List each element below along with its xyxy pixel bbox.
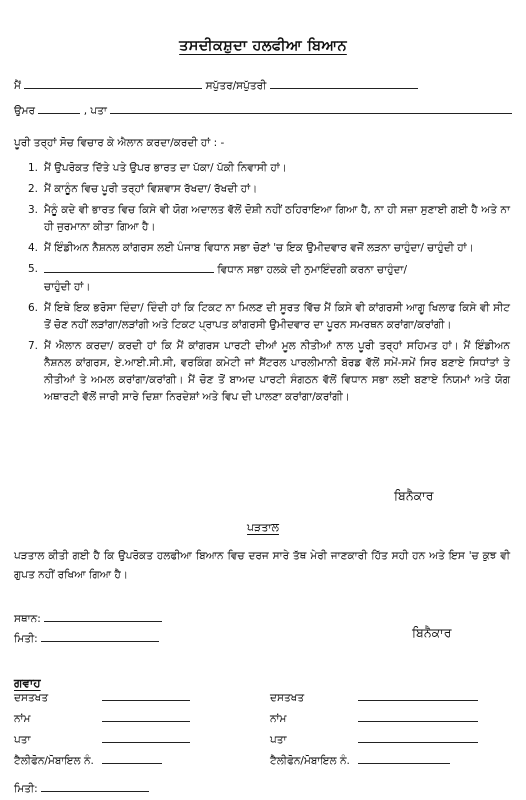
intro-text: ਪੂਰੀ ਤਰ੍ਹਾਂ ਸੋਚ ਵਿਚਾਰ ਕੇ ਐਲਾਨ ਕਰਦਾ/ਕਰਦੀ ਹਾਂ : - xyxy=(14,137,225,149)
list-item: 7. ਮੈਂ ਐਲਾਨ ਕਰਦਾ/ ਕਰਦੀ ਹਾਂ ਕਿ ਮੈਂ ਕਾਂਗਰਸ ਪਾਰਟੀ ਦੀਆਂ ਮੂਲ ਨੀਤੀਆਂ ਨਾਲ ਪੂਰੀ ਤਰ੍ਹਾਂ ਸਹਿਮਤ ਹਾਂ। ਮੈਂ ਇੰਡੀਅਨ ਨੈਸ਼ਨਲ ਕਾਂਗਰਸ, ਏ.ਆਈ.ਸੀ.ਸੀ, ਵਰਕਿੰਗ ਕਮੇਟੀ ਜਾਂ ਸੈਂਟਰਲ ਪਾਰਲੀਮਾਨੀ ਬੋਰਡ ਵੱਲੋਂ ਸਮੇਂ-ਸਮੇਂ ਸਿਰ ਬਣਾਏ ਸਿਧਾਂਤਾਂ ਤੇ ਨੀਤੀਆਂ ਤੇ ਅਮਲ ਕਰਾਂਗਾ/ਕਰਾਂਗੀ। ਮੈਂ ਚੋਣ ਤੋਂ ਬਾਅਦ ਪਾਰਟੀ ਸੰਗਠਨ ਵੱਲੋਂ ਵਿਧਾਨ ਸਭਾ ਲਈ ਬਣਾਏ ਨਿਯਮਾਂ ਅਤੇ ਯੋਗ ਅਥਾਰਟੀ ਵੱਲੋਂ ਜਾਰੀ ਸਾਰੇ ਦਿਸ਼ਾ ਨਿਰਦੇਸ਼ਾਂ ਅਤੇ ਵਿਪ ਦੀ ਪਾਲਣਾ ਕਰਾਂਗਾ/ਕਰਾਂਗੀ। xyxy=(27,340,510,403)
place-field[interactable] xyxy=(44,610,162,622)
witness-title: ਗਵਾਹ xyxy=(14,676,41,690)
witness1-signature-field[interactable] xyxy=(102,689,190,701)
line1-prefix: ਮੈਂ xyxy=(14,80,21,92)
witness1-address-field[interactable] xyxy=(102,731,190,743)
date-row xyxy=(14,630,159,646)
age-address-line xyxy=(14,102,512,118)
witness2-name-field[interactable] xyxy=(358,710,478,722)
list-item: 3. ਮੈਨੂੰ ਕਦੇ ਵੀ ਭਾਰਤ ਵਿਚ ਕਿਸੇ ਵੀ ਯੋਗ ਅਦਾਲਤ ਵੱਲੋਂ ਦੋਸ਼ੀ ਨਹੀਂ ਠਹਿਰਾਇਆ ਗਿਆ ਹੈ, ਨਾ ਹੀ ਸਜ਼ਾ ਸੁਣਾਈ ਗਈ ਹੈ ਅਤੇ ਨਾ ਹੀ ਜੁਰਮਾਨਾ ਕੀਤਾ ਗਿਆ ਹੈ। xyxy=(27,204,510,233)
line1-suffix: ਸਪੁੱਤਰ/ਸਪੁੱਤਰੀ xyxy=(205,80,267,92)
witness-2 xyxy=(270,689,478,768)
name-line xyxy=(14,77,418,93)
address-label: , ਪਤਾ xyxy=(83,105,107,117)
age-label: ਉਮਰ xyxy=(14,105,36,117)
declaration-list xyxy=(14,160,510,410)
address-field[interactable] xyxy=(110,102,512,114)
witness2-address-field[interactable] xyxy=(358,731,478,743)
witness2-phone-label: ਟੈਲੀਫੋਨ/ਮੋਬਾਇਲ ਨੰ. xyxy=(270,755,350,767)
verification-title: ਪੜਤਾਲ xyxy=(247,521,279,534)
witness2-signature-field[interactable] xyxy=(358,689,478,701)
verification-text: ਪੜਤਾਲ ਕੀਤੀ ਗਈ ਹੈ ਕਿ ਉਪਰੋਕਤ ਹਲਫੀਆ ਬਿਆਨ ਵਿਚ ਦਰਜ ਸਾਰੇ ਤੱਥ ਮੇਰੀ ਜਾਣਕਾਰੀ ਹਿੱਤ ਸਹੀ ਹਨ ਅਤੇ ਇਸ 'ਚ ਕੁਝ ਵੀ ਗੁਪਤ ਨਹੀਂ ਰਖਿਆ ਗਿਆ ਹੈ। xyxy=(14,550,510,581)
place-label: ਸਥਾਨ: xyxy=(14,613,41,625)
list-item: 5. ਵਿਧਾਨ ਸਭਾ ਹਲਕੇ ਦੀ ਨੁਮਾਇੰਦਗੀ ਕਰਨਾ ਚਾਹੁੰਦਾ/ ਚਾਹੁੰਦੀ ਹਾਂ। xyxy=(27,263,408,293)
document-title: ਤਸਦੀਕਸ਼ੁਦਾ ਹਲਫੀਆ ਬਿਆਨ xyxy=(179,38,347,54)
list-item: 4. ਮੈਂ ਇੰਡੀਅਨ ਨੈਸ਼ਨਲ ਕਾਂਗਰਸ ਲਈ ਪੰਜਾਬ ਵਿਧਾਨ ਸਭਾ ਚੋਣਾਂ 'ਚ ਇਕ ਉਮੀਦਵਾਰ ਵਜੋਂ ਲੜਨਾ ਚਾਹੁੰਦਾ/ ਚਾਹੁੰਦੀ ਹਾਂ। xyxy=(27,242,474,254)
list-item: 1. ਮੈਂ ਉਪਰੋਕਤ ਦਿੱਤੇ ਪਤੇ ਉਪਰ ਭਾਰਤ ਦਾ ਪੱਕਾ/ ਪੱਕੀ ਨਿਵਾਸੀ ਹਾਂ। xyxy=(27,162,287,174)
age-field[interactable] xyxy=(38,102,80,114)
place-row xyxy=(14,610,162,626)
witness1-signature-label: ਦਸਤਖਤ xyxy=(14,692,49,704)
list-item: 2. ਮੈਂ ਕਾਨੂੰਨ ਵਿਚ ਪੂਰੀ ਤਰ੍ਹਾਂ ਵਿਸ਼ਵਾਸ ਰੱਖਦਾ/ ਰੱਖਦੀ ਹਾਂ। xyxy=(27,183,258,195)
applicant-name-field[interactable] xyxy=(24,77,202,89)
witness-1 xyxy=(14,689,190,768)
witness1-phone-field[interactable] xyxy=(102,752,162,764)
date-field[interactable] xyxy=(41,630,159,642)
witness2-phone-field[interactable] xyxy=(358,752,450,764)
witness2-address-label: ਪਤਾ xyxy=(270,734,287,746)
applicant-signature-label-2: ਬਿਨੈਕਾਰ xyxy=(412,625,452,640)
witness2-signature-label: ਦਸਤਖਤ xyxy=(270,692,305,704)
list-item: 6. ਮੈਂ ਇਥੇ ਇਕ ਭਰੋਸਾ ਦਿੰਦਾ/ ਦਿੰਦੀ ਹਾਂ ਕਿ ਟਿਕਟ ਨਾ ਮਿਲਣ ਦੀ ਸੂਰਤ ਵਿੱਚ ਮੈਂ ਕਿਸੇ ਵੀ ਕਾਂਗਰਸੀ ਆਗੂ ਖਿਲਾਫ ਕਿਸੇ ਵੀ ਸੀਟ ਤੋਂ ਚੋਣ ਨਹੀਂ ਲੜਾਂਗਾ/ਲੜਾਂਗੀ ਅਤੇ ਟਿਕਟ ਪ੍ਰਾਪਤ ਕਾਂਗਰਸੀ ਉਮੀਦਵਾਰ ਦਾ ਪੂਰਨ ਸਮਰਥਨ ਕਰਾਂਗਾ/ਕਰਾਂਗੀ। xyxy=(27,302,510,331)
witness1-name-field[interactable] xyxy=(102,710,190,722)
final-date-row xyxy=(14,780,149,796)
applicant-signature-label: ਬਿਨੈਕਾਰ xyxy=(394,488,434,503)
parent-name-field[interactable] xyxy=(270,77,418,89)
witness1-address-label: ਪਤਾ xyxy=(14,734,31,746)
final-date-field[interactable] xyxy=(41,780,149,792)
witness1-phone-label: ਟੈਲੀਫੋਨ/ਮੋਬਾਇਲ ਨੰ. xyxy=(14,755,94,767)
final-date-label: ਮਿਤੀ: xyxy=(14,783,38,795)
witness1-name-label: ਨਾਂਮ xyxy=(14,713,31,725)
date-label: ਮਿਤੀ: xyxy=(14,633,38,645)
constituency-field[interactable] xyxy=(44,261,214,273)
witness2-name-label: ਨਾਂਮ xyxy=(270,713,287,725)
